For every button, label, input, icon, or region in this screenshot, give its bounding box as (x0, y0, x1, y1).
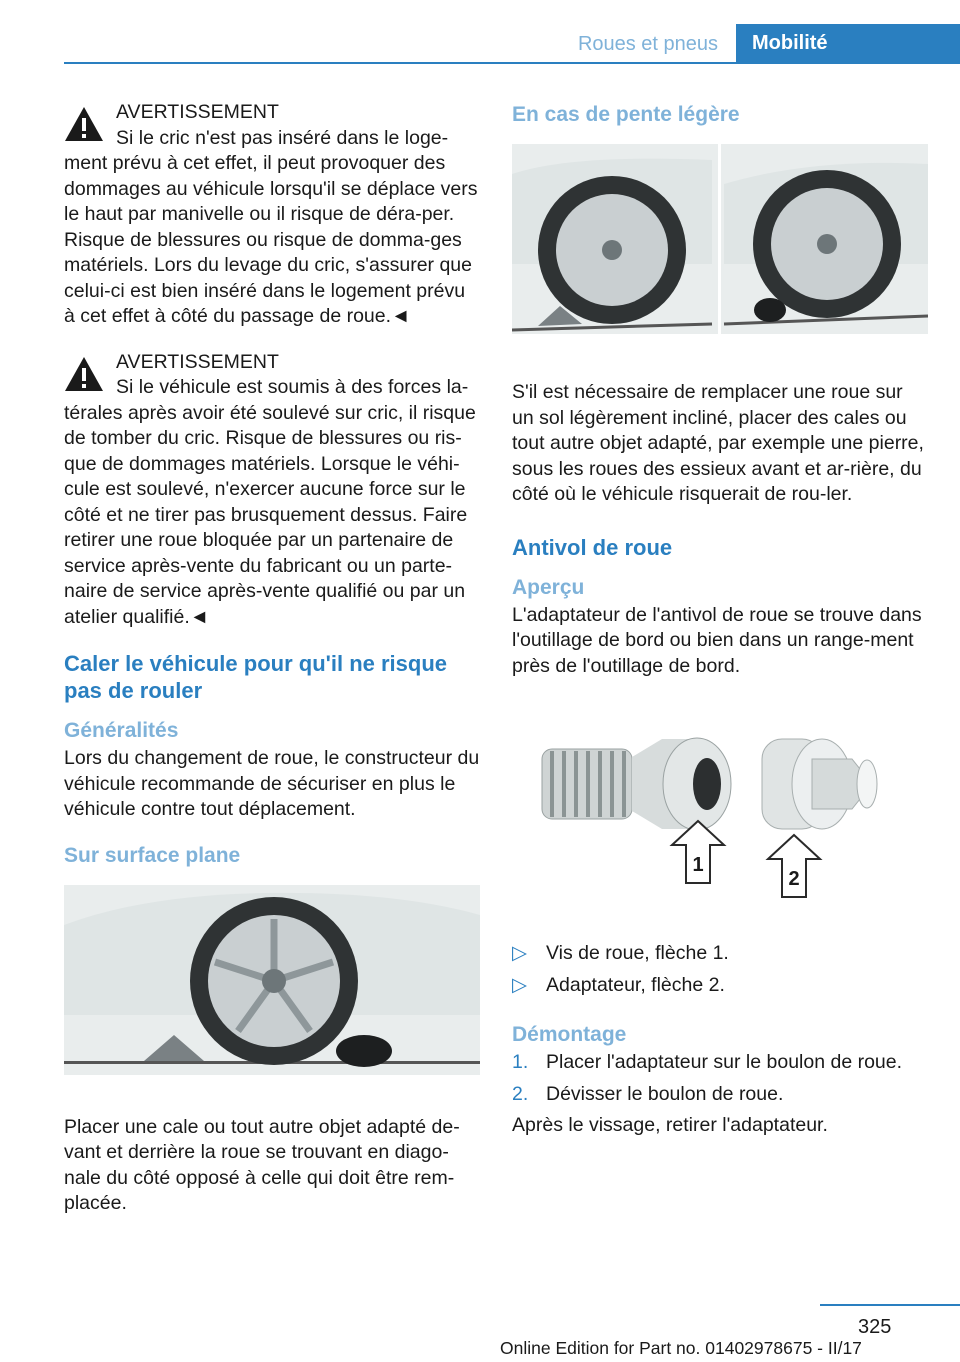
parts-list (512, 941, 928, 998)
triangle-bullet-icon: ▷ (512, 973, 527, 996)
header-rule (64, 62, 960, 64)
after-paragraph: Après le vissage, retirer l'adaptateur. (512, 1114, 828, 1136)
header-section-tab[interactable]: Roues et pneus (577, 33, 719, 55)
step-item: 1. Placer l'adaptateur sur le boulon de roue. (512, 1051, 903, 1073)
subheading-general: Généralités (64, 719, 179, 742)
warning-triangle-icon (64, 356, 104, 392)
header-chapter-tab[interactable]: Mobilité (736, 24, 960, 62)
subheading-slope: En cas de pente légère (512, 103, 740, 126)
warning-block-2 (64, 350, 480, 631)
edition-footer: Online Edition for Part no. 01402978675 - II/17 (500, 1338, 862, 1358)
warning-text: térales après avoir été soulevé sur cric, il risque de tomber du cric. Risque de blessures ou ris‐que de dommages matériels. Lorsque le véhi‐cule est soulevé, n'exercer aucune force sur le côté et ne tirer pas brusquement dessus. Faire retirer une roue bloquée par un partenaire de service après-vente du fabricant ou un parte‐naire de service après-vente qualifié ou par un atelier qualifié.◄ (64, 401, 476, 628)
overview-paragraph: L'adaptateur de l'antivol de roue se trouve dans l'outillage de bord ou bien dans un range‐ment près de l'outillage de bord. (512, 603, 922, 677)
arrow-label-2: 2 (788, 868, 800, 890)
slope-paragraph: S'il est nécessaire de remplacer une roue sur un sol légèrement incliné, placer des cales ou tout autre objet adapté, par exemple une pierre, sous les roues des essieux avant et ar‐rière, du côté où le véhicule risquerait de rou‐ler. (512, 381, 924, 505)
triangle-bullet-icon: ▷ (512, 942, 527, 964)
subheading-overview: Aperçu (512, 575, 585, 599)
step-item: 2. Dévisser le boulon de roue. (512, 1082, 784, 1105)
warning-block-1 (64, 100, 480, 330)
flat-surface-paragraph: Placer une cale ou tout autre objet adapté de‐vant et derrière la roue se trouvant en diago‐nale du côté opposé à celle qui doit être rem‐placée. (64, 1115, 460, 1214)
page-number: 325 (858, 1316, 892, 1338)
warning-title: AVERTISSEMENT (116, 350, 279, 373)
list-item: ▷ Vis de roue, flèche 1. (512, 941, 928, 967)
antitheft-heading: Antivol de roue (512, 534, 673, 560)
warning-triangle-icon (64, 106, 104, 142)
list-item: ▷ Adaptateur, flèche 2. (512, 973, 928, 999)
right-column (512, 100, 928, 1159)
footer-rule (820, 1304, 960, 1306)
section-heading: Caler le véhicule pour qu'il ne risque pas de rouler (64, 651, 448, 703)
subheading-removal: Démontage (512, 1023, 627, 1046)
slope-wheels-illustration (512, 144, 928, 334)
general-paragraph: Lors du changement de roue, le constructeur du véhicule recommande de sécuriser en plus le véhicule contre tout déplacement. (64, 747, 480, 820)
left-column (64, 100, 480, 1237)
subheading-flat-surface: Sur surface plane (64, 843, 241, 867)
flat-surface-wheel-illustration (64, 885, 480, 1075)
lock-bolt-adapter-illustration (512, 699, 928, 899)
warning-text: ment prévu à cet effet, il peut provoquer des dommages au véhicule lorsqu'il se déplace vers le haut par manivelle ou il risque de déra‐per. Risque de blessures ou risque de domma‐ges matériels. Lors du levage du cric, s'assurer que celui-ci est bien inséré dans le logement prévu à cet effet à côté du passage de roue.◄ (64, 152, 478, 327)
arrow-label-1: 1 (692, 854, 704, 876)
warning-first-line: Si le cric n'est pas inséré dans le loge‐ (116, 126, 449, 149)
warning-title: AVERTISSEMENT (116, 101, 279, 123)
removal-steps (512, 1050, 928, 1107)
warning-first-line: Si le véhicule est soumis à des forces la‐ (116, 376, 469, 398)
